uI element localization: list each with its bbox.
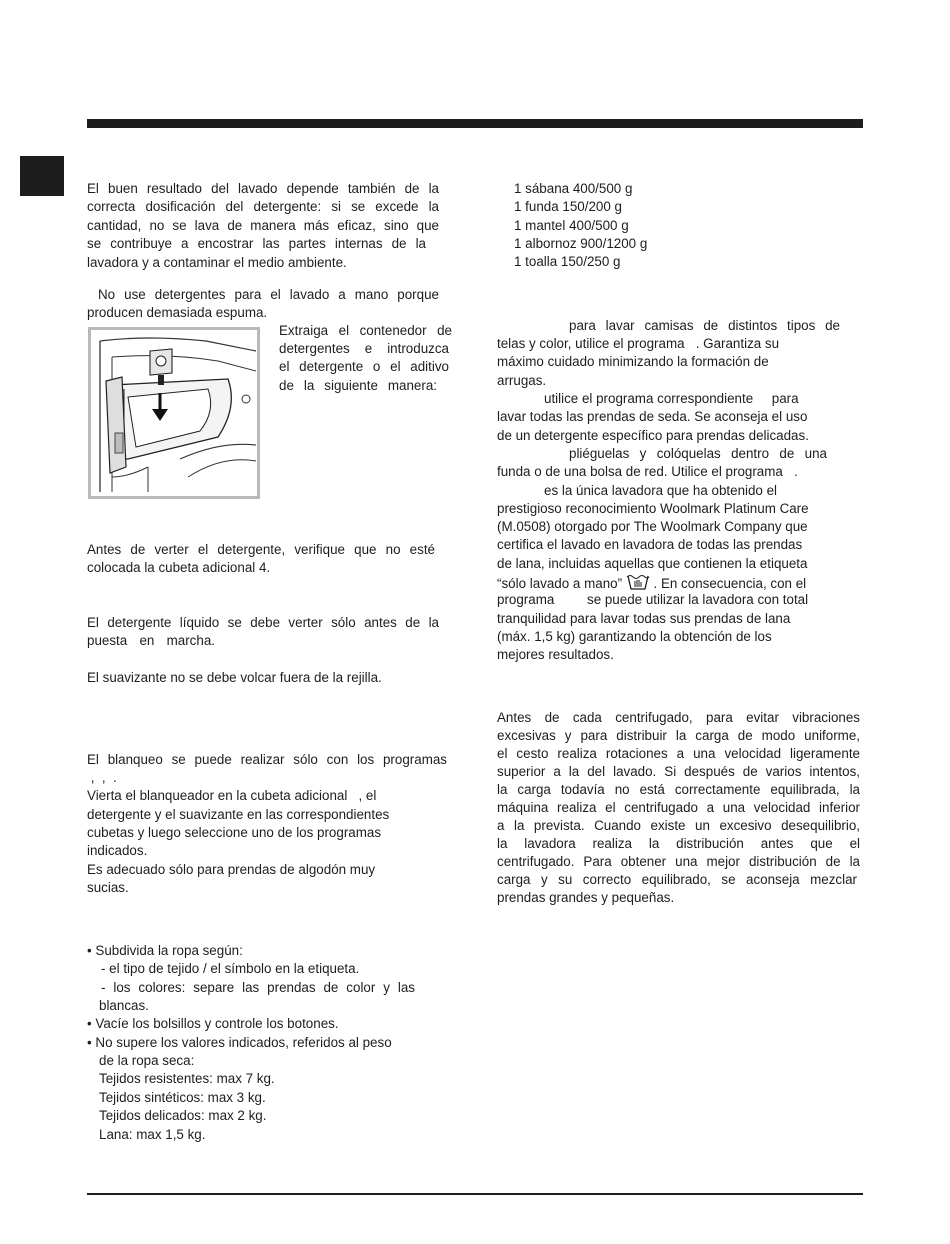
list-item: • Subdivida la ropa según: [87,943,243,958]
list-item: • No supere los valores indicados, referidos al peso [87,1035,392,1050]
softener-paragraph: El suavizante no se debe volcar fuera de la rejilla. [87,670,382,685]
list-item: Tejidos resistentes: max 7 kg. [99,1071,275,1086]
list-item: • Vacíe los bolsillos y controle los botones. [87,1016,339,1031]
list-item: - los colores: separe las prendas de color y las [101,980,415,995]
list-item: Lana: max 1,5 kg. [99,1127,206,1142]
list-item: blancas. [99,998,149,1013]
list-item: Tejidos sintéticos: max 3 kg. [99,1090,266,1105]
top-rule [87,119,863,128]
detergent-drawer-illustration [88,327,260,499]
list-item: - el tipo de tejido / el símbolo en la etiqueta. [101,961,360,976]
list-item: de la ropa seca: [99,1053,195,1068]
list-item: Tejidos delicados: max 2 kg. [99,1108,267,1123]
list-item: 1 sábana 400/500 g [514,181,633,196]
list-item: 1 funda 150/200 g [514,199,622,214]
bottom-rule [87,1193,863,1195]
list-item: 1 toalla 150/250 g [514,254,621,269]
list-item: 1 mantel 400/500 g [514,218,629,233]
language-tab [20,156,64,196]
list-item: 1 albornoz 900/1200 g [514,236,648,251]
